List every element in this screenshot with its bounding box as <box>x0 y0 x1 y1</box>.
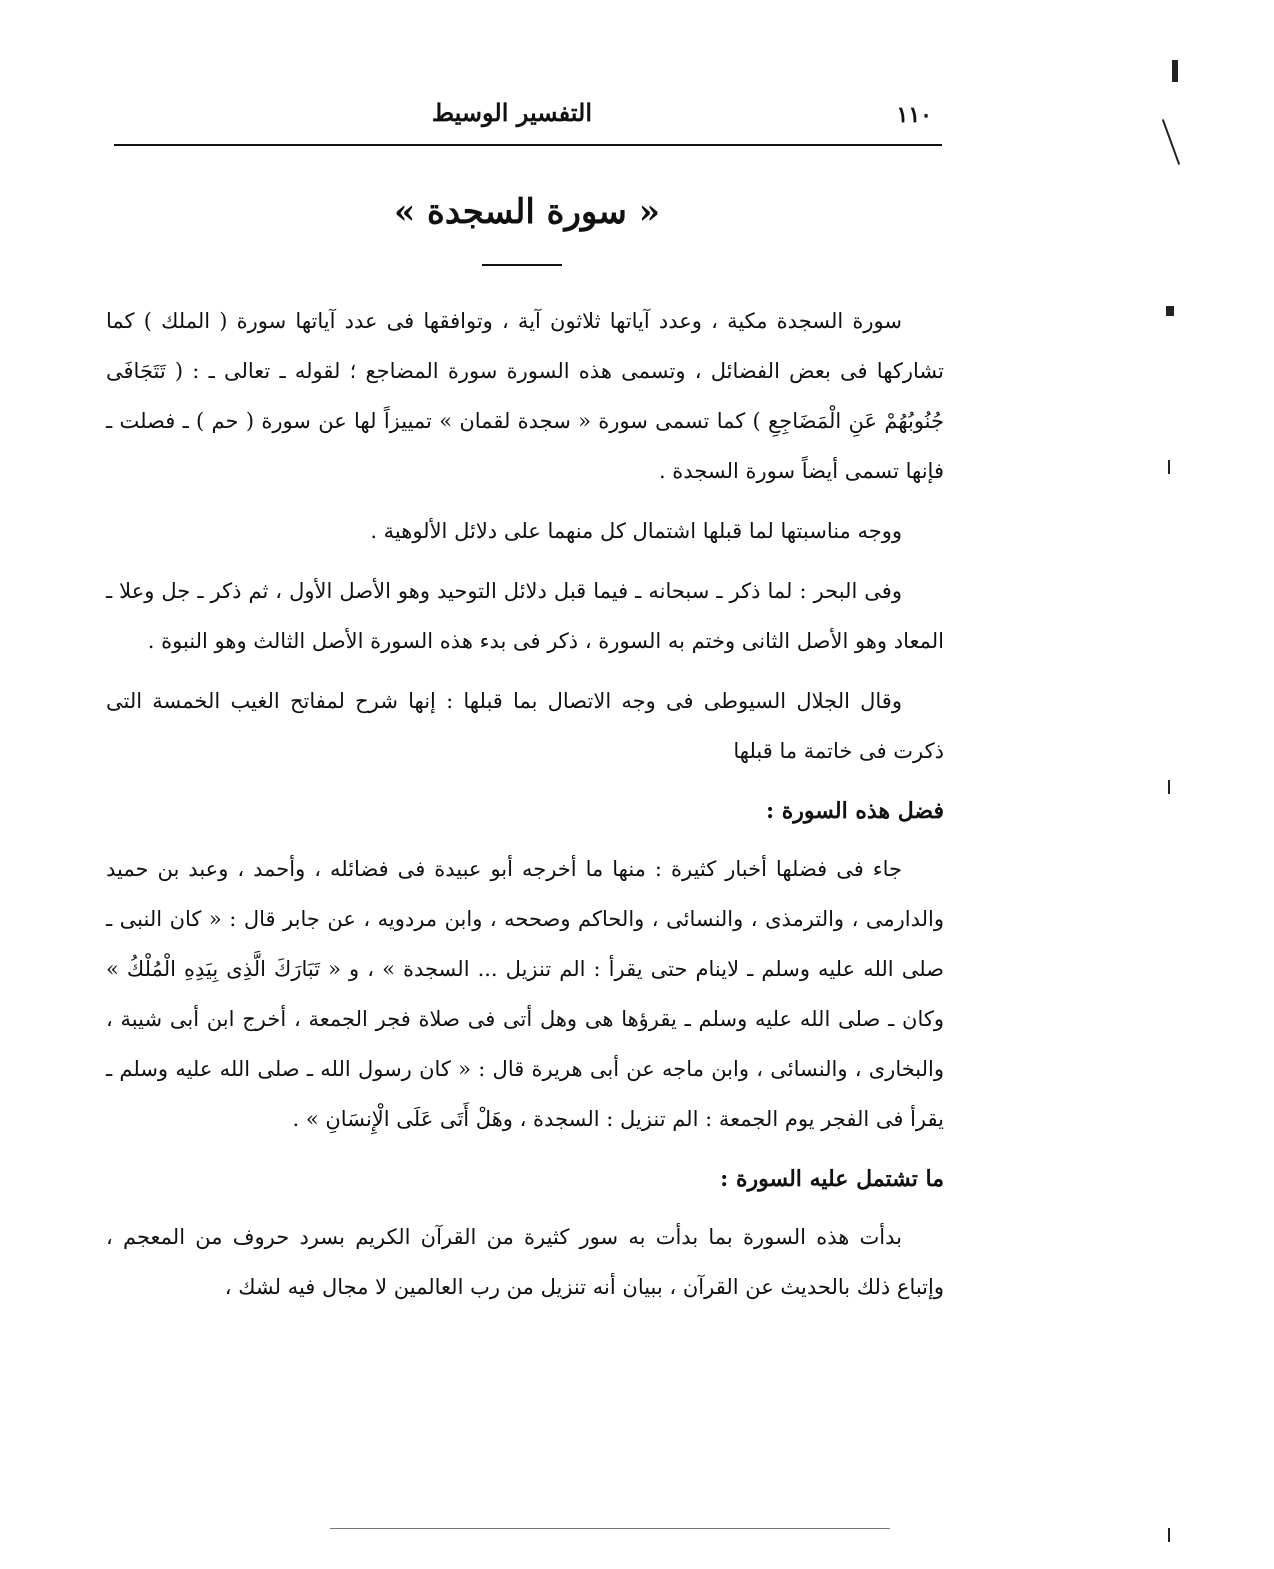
scan-edge-mark <box>1166 306 1174 316</box>
scan-edge-mark <box>1172 60 1178 82</box>
section-heading-virtue: فضل هذه السورة : <box>766 798 944 824</box>
page-header <box>112 92 942 138</box>
paragraph-virtue: جاء فى فضلها أخبار كثيرة : منها ما أخرجه أبو عبيدة فى فضائله ، وأحمد ، وعبد بن حميد والدارمى ، والترمذى ، والنسائى ، والحاكم وصححه ، وابن مردويه ، عن جابر قال : « كان النبى ـ صلى الله عليه وسلم ـ لاينام حتى يقرأ : الم تنزيل ... السجدة » ، و « تَبَارَكَ الَّذِى بِيَدِهِ الْمُلْكُ » وكان ـ صلى الله عليه وسلم ـ يقرؤها هى وهل أتى فى صلاة فجر الجمعة ، أخرج ابن أبى شيبة ، والبخارى ، والنسائى ، وابن ماجه عن أبى هريرة قال : « كان رسول الله ـ صلى الله عليه وسلم ـ يقرأ فى الفجر يوم الجمعة : الم تنزيل : السجدة ، وهَلْ أَتَى عَلَى الْإِنسَانِ » . <box>106 857 944 1131</box>
scan-edge-mark <box>1168 1528 1170 1542</box>
scan-edge-mark <box>1168 460 1170 474</box>
scan-edge-mark <box>1162 119 1180 165</box>
paragraph-intro: سورة السجدة مكية ، وعدد آياتها ثلاثون آية ، وتوافقها فى عدد آياتها سورة ( الملك ) كما تشاركها فى بعض الفضائل ، وتسمى هذه السورة سورة المضاجع ؛ لقوله ـ تعالى ـ : ( تَتَجَافَى جُنُوبُهُمْ عَنِ الْمَضَاجِعِ ) كما تسمى سورة « سجدة لقمان » تمييزاً لها عن سورة ( حم ) ـ فصلت ـ فإنها تسمى أيضاً سورة السجدة . <box>106 309 944 483</box>
paragraph-bahr: وفى البحر : لما ذكر ـ سبحانه ـ فيما قبل دلائل التوحيد وهو الأصل الأول ، ثم ذكر ـ جل وعلا ـ المعاد وهو الأصل الثانى وختم به السورة ، ذكر فى بدء هذه السورة الأصل الثالث وهو النبوة . <box>106 579 944 653</box>
paragraph-suyuti: وقال الجلال السيوطى فى وجه الاتصال بما قبلها : إنها شرح لمفاتح الغيب الخمسة التى ذكرت فى خاتمة ما قبلها <box>106 689 944 763</box>
page-number: ١١٠ <box>896 102 932 128</box>
header-rule <box>114 144 942 146</box>
paragraph-contents: بدأت هذه السورة بما بدأت به سور كثيرة من القرآن الكريم بسرد حروف من المعجم ، وإتباع ذلك بالحديث عن القرآن ، ببيان أنه تنزيل من رب العالمين لا مجال فيه لشك ، <box>106 1225 944 1299</box>
body-text <box>106 296 944 1322</box>
title-divider <box>482 264 562 266</box>
footer-rule <box>330 1528 890 1529</box>
surah-title: « سورة السجدة » <box>393 192 661 232</box>
running-title: التفسير الوسيط <box>431 98 592 127</box>
paragraph-relation: ووجه مناسبتها لما قبلها اشتمال كل منهما على دلائل الألوهية . <box>370 519 902 543</box>
section-heading-contents: ما تشتمل عليه السورة : <box>720 1166 944 1192</box>
scan-edge-mark <box>1168 780 1170 794</box>
